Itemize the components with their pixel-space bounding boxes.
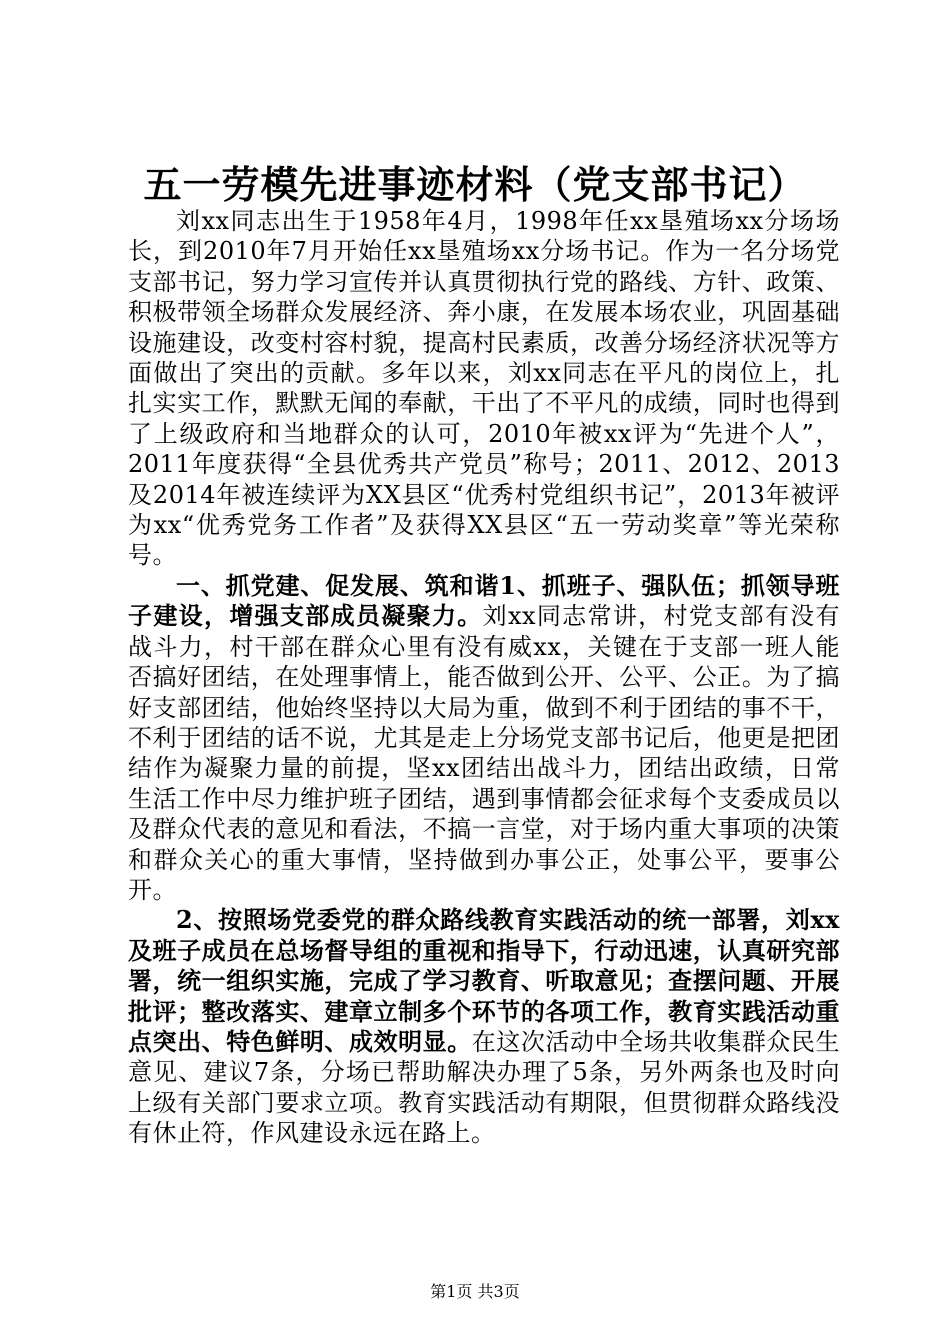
section-one-heading: 一、抓党建、促发展、筑和谐1、抓班子、强队伍；抓领导班子建设，增强支部成员凝聚力。 bbox=[128, 570, 840, 631]
document-title: 五一劳模先进事迹材料（党支部书记） bbox=[143, 162, 807, 207]
paragraph-intro-text: 刘xx同志出生于1958年4月，1998年任xx垦殖场xx分场场长，到2010年7月开始任xx垦殖场xx分场书记。作为一名分场党支部书记，努力学习宣传并认真贯彻执行党的路线、方针、政策、积极带领全场群众发展经济、奔小康，在发展本场农业，巩固基础设施建设，改变村容村貌，提高村民素质，改善分场经济状况等方面做出了突出的贡献。多年以来，刘xx同志在平凡的岗位上，扎扎实实工作，默默无闻的奉献，干出了不平凡的成绩，同时也得到了上级政府和当地群众的认可，2010年被xx评为“先进个人”，2011年度获得“全县优秀共产党员”称号；2011、2012、2013及2014年被连续评为XX县区“优秀村党组织书记”，2013年被评为xx“优秀党务工作者”及获得XX县区“五一劳动奖章”等光荣称号。 bbox=[128, 207, 840, 570]
section-one-text: 刘xx同志常讲，村党支部有没有战斗力，村干部在群众心里有没有威xx，关键在于支部一班人能否搞好团结，在处理事情上，能否做到公开、公平、公正。为了搞好支部团结，他始终坚持以大局为重，做到不利于团结的事不干，不利于团结的话不说，尤其是走上分场党支部书记后，他更是把团结作为凝聚力量的前提，坚xx团结出战斗力，团结出政绩，日常生活工作中尽力维护班子团结，遇到事情都会征求每个支委成员以及群众代表的意见和看法，不搞一言堂，对于场内重大事项的决策和群众关心的重大事情，坚持做到办事公正，处事公平，要事公开。 bbox=[128, 602, 840, 904]
document-body bbox=[128, 206, 840, 1149]
paragraph-section-two bbox=[128, 905, 840, 1148]
page-footer: 第1页 共3页 bbox=[430, 1282, 520, 1301]
paragraph-section-one bbox=[128, 571, 840, 905]
section-two-heading: 2、按照场党委党的群众路线教育实践活动的统一部署，刘xx及班子成员在总场督导组的重视和指导下，行动迅速，认真研究部署，统一组织实施，完成了学习教育、听取意见；查摆问题、开展批评；整改落实、建章立制多个环节的各项工作，教育实践活动重点突出、特色鲜明、成效明显。 bbox=[128, 905, 840, 1056]
section-two-text: 在这次活动中全场共收集群众民生意见、建议7条，分场已帮助解决办理了5条，另外两条也及时向上级有关部门要求立项。教育实践活动有期限，但贯彻群众路线没有休止符，作风建设永远在路上。 bbox=[128, 1027, 840, 1148]
paragraph-intro bbox=[128, 206, 840, 571]
